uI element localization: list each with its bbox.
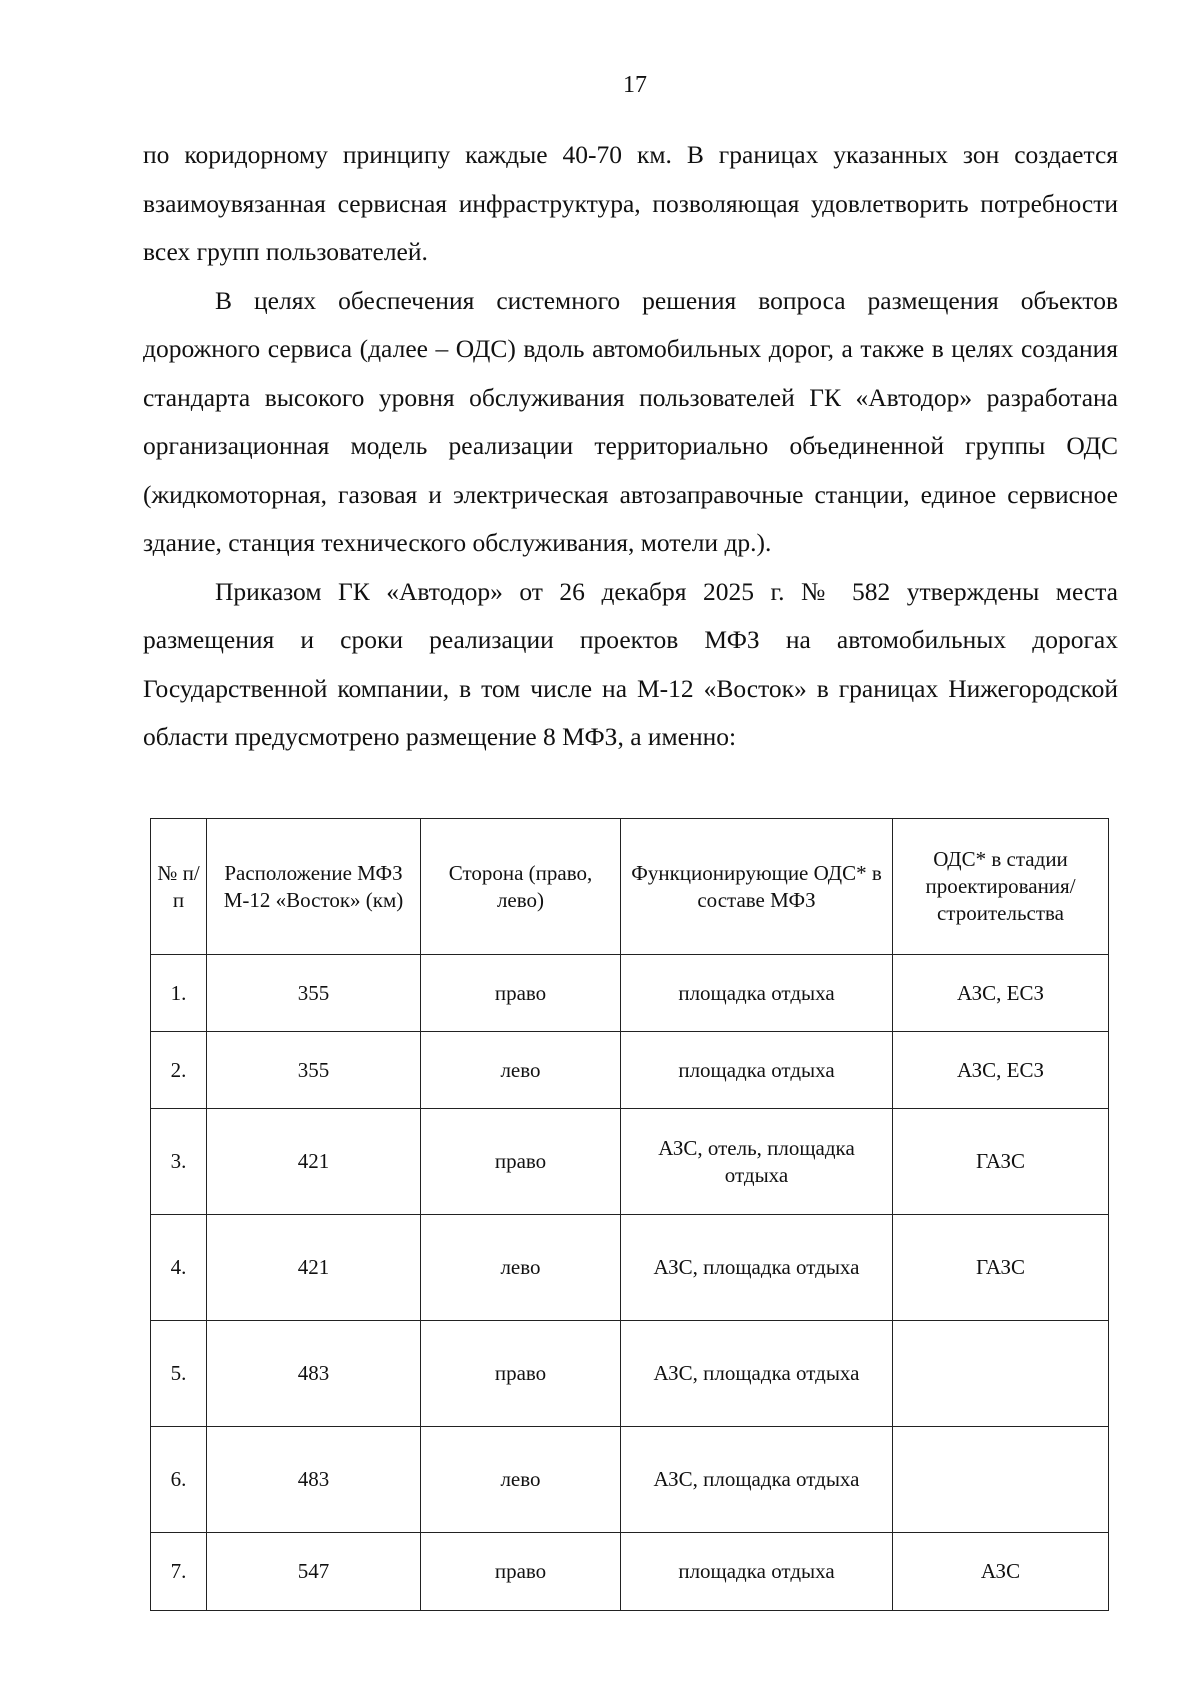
paragraph-3: Приказом ГК «Автодор» от 26 декабря 2025 г. № 582 утверждены места размещения и сроки реализации проектов МФЗ на автомобильных дорогах Государственной компании, в том числе на М-12 «Восток» в границах Нижегородской области предусмотрено размещение 8 МФЗ, а именно:	[143, 576, 1118, 751]
page-number: 17	[623, 72, 647, 98]
table-row	[151, 1321, 1109, 1427]
cell-side: право	[421, 1533, 621, 1611]
cell-side: право	[421, 955, 621, 1032]
header-side: Сторона (право, лево)	[421, 819, 621, 955]
mfz-table	[150, 818, 1109, 1611]
cell-planned	[893, 1321, 1109, 1427]
table-row	[151, 1109, 1109, 1215]
cell-num: 5.	[151, 1321, 207, 1427]
cell-functioning: АЗС, площадка отдыха	[621, 1321, 893, 1427]
cell-km: 483	[207, 1321, 421, 1427]
table-row	[151, 955, 1109, 1032]
body-text	[143, 131, 1118, 762]
header-functioning: Функционирующие ОДС* в составе МФЗ	[621, 819, 893, 955]
paragraph-2: В целях обеспечения системного решения вопроса размещения объектов дорожного сервиса (далее – ОДС) вдоль автомобильных дорог, а также в целях создания стандарта высокого уровня обслуживания пользователей ГК «Автодор» разработана организационная модель реализации территориально объединенной группы ОДС (жидкомоторная, газовая и электрическая автозаправочные станции, единое сервисное здание, станция технического обслуживания, мотели др.).	[143, 285, 1118, 557]
table-row	[151, 1032, 1109, 1109]
table-row	[151, 1215, 1109, 1321]
table-header-row	[151, 819, 1109, 955]
table-row	[151, 1427, 1109, 1533]
cell-km: 547	[207, 1533, 421, 1611]
cell-num: 3.	[151, 1109, 207, 1215]
cell-side: право	[421, 1109, 621, 1215]
cell-side: право	[421, 1321, 621, 1427]
cell-side: лево	[421, 1427, 621, 1533]
cell-functioning: АЗС, площадка отдыха	[621, 1215, 893, 1321]
paragraph-1: по коридорному принципу каждые 40-70 км. В границах указанных зон создается взаимоувязанная сервисная инфраструктура, позволяющая удовлетворить потребности всех групп пользователей.	[143, 140, 1118, 266]
cell-km: 421	[207, 1215, 421, 1321]
cell-side: лево	[421, 1032, 621, 1109]
header-planned: ОДС* в стадии проектирования/ строительства	[893, 819, 1109, 955]
cell-num: 6.	[151, 1427, 207, 1533]
cell-num: 1.	[151, 955, 207, 1032]
cell-functioning: площадка отдыха	[621, 1032, 893, 1109]
cell-planned: ГАЗС	[893, 1109, 1109, 1215]
cell-km: 483	[207, 1427, 421, 1533]
cell-num: 4.	[151, 1215, 207, 1321]
header-num: № п/п	[151, 819, 207, 955]
table-row	[151, 1533, 1109, 1611]
cell-num: 7.	[151, 1533, 207, 1611]
cell-planned: АЗС, ЕСЗ	[893, 955, 1109, 1032]
cell-km: 355	[207, 955, 421, 1032]
cell-functioning: площадка отдыха	[621, 955, 893, 1032]
cell-planned: АЗС	[893, 1533, 1109, 1611]
header-location: Расположение МФЗ М-12 «Восток» (км)	[207, 819, 421, 955]
cell-km: 421	[207, 1109, 421, 1215]
cell-functioning: площадка отдыха	[621, 1533, 893, 1611]
cell-planned: ГАЗС	[893, 1215, 1109, 1321]
cell-km: 355	[207, 1032, 421, 1109]
cell-functioning: АЗС, площадка отдыха	[621, 1427, 893, 1533]
cell-planned	[893, 1427, 1109, 1533]
cell-num: 2.	[151, 1032, 207, 1109]
cell-side: лево	[421, 1215, 621, 1321]
cell-functioning: АЗС, отель, площадка отдыха	[621, 1109, 893, 1215]
cell-planned: АЗС, ЕСЗ	[893, 1032, 1109, 1109]
